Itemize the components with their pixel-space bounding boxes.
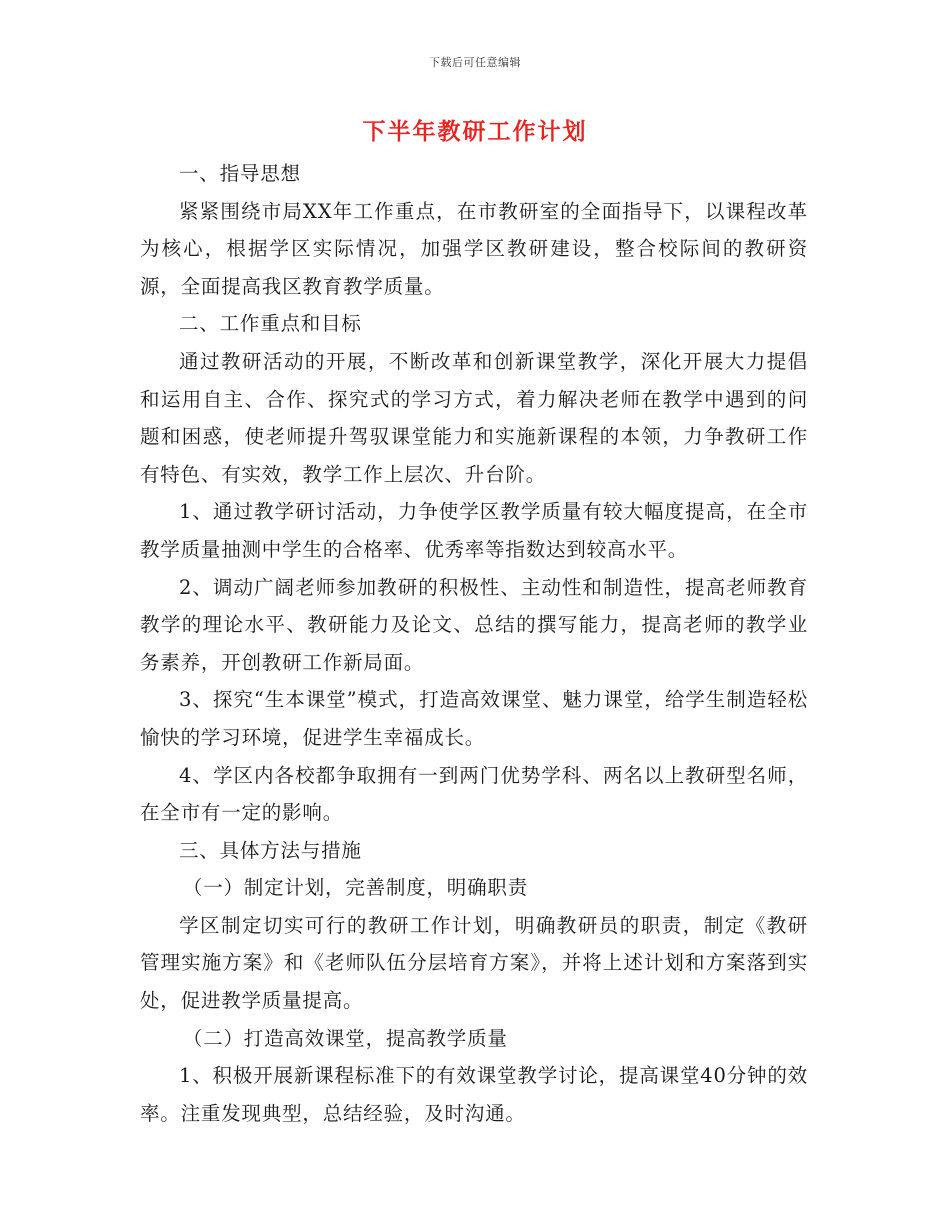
section-heading-methods: 三、具体方法与措施 [179,838,362,862]
subsection-heading-plans: （一）制定计划，完善制度，明确职责 [182,876,528,900]
subsection-heading-efficient-class: （二）打造高效课堂，提高教学质量 [182,1026,508,1050]
goal-item-2: 2、调动广阔老师参加教研的积极性、主动性和制造性，提高老师教育教学的理论水平、教研能力及论文、总结的撰写能力，提高老师的教学业务素养，开创教研工作新局面。 [140,575,808,674]
method-item-1: 1、积极开展新课程标准下的有效课堂教学讨论，提高课堂40分钟的效率。注重发现典型，总结经验，及时沟通。 [140,1064,808,1125]
paragraph-focus-and-goals: 通过教研活动的开展，不断改革和创新课堂教学，深化开展大力提倡和运用自主、合作、探究式的学习方式，着力解决老师在教学中遇到的问题和困惑，使老师提升驾驭课堂能力和实施新课程的本领，力争教研工作有特色、有实效，教学工作上层次、升台阶。 [140,349,808,486]
goal-item-3: 3、探究“生本课堂”模式，打造高效课堂、魅力课堂，给学生制造轻松愉快的学习环境，促进学生幸福成长。 [140,688,808,749]
header-note: 下载后可任意编辑 [429,56,521,69]
document-title: 下半年教研工作计划 [362,118,588,145]
goal-item-1: 1、通过教学研讨活动，力争使学区教学质量有较大幅度提高，在全市教学质量抽测中学生的合格率、优秀率等指数达到较高水平。 [140,500,808,561]
goal-item-4: 4、学区内各校都争取拥有一到两门优势学科、两名以上教研型名师，在全市有一定的影响。 [140,763,808,825]
paragraph-plans: 学区制定切实可行的教研工作计划，明确教研员的职责，制定《教研管理实施方案》和《老师队伍分层培育方案》，并将上述计划和方案落到实处，促进教学质量提高。 [140,913,808,1013]
section-heading-focus-and-goals: 二、工作重点和目标 [179,312,362,336]
document-body [140,155,808,1132]
paragraph-guiding-ideology: 紧紧围绕市局XX年工作重点，在市教研室的全面指导下，以课程改革为核心，根据学区实际情况，加强学区教研建设，整合校际间的教研资源，全面提高我区教育教学质量。 [140,199,808,298]
section-heading-guiding-ideology: 一、指导思想 [179,162,301,185]
